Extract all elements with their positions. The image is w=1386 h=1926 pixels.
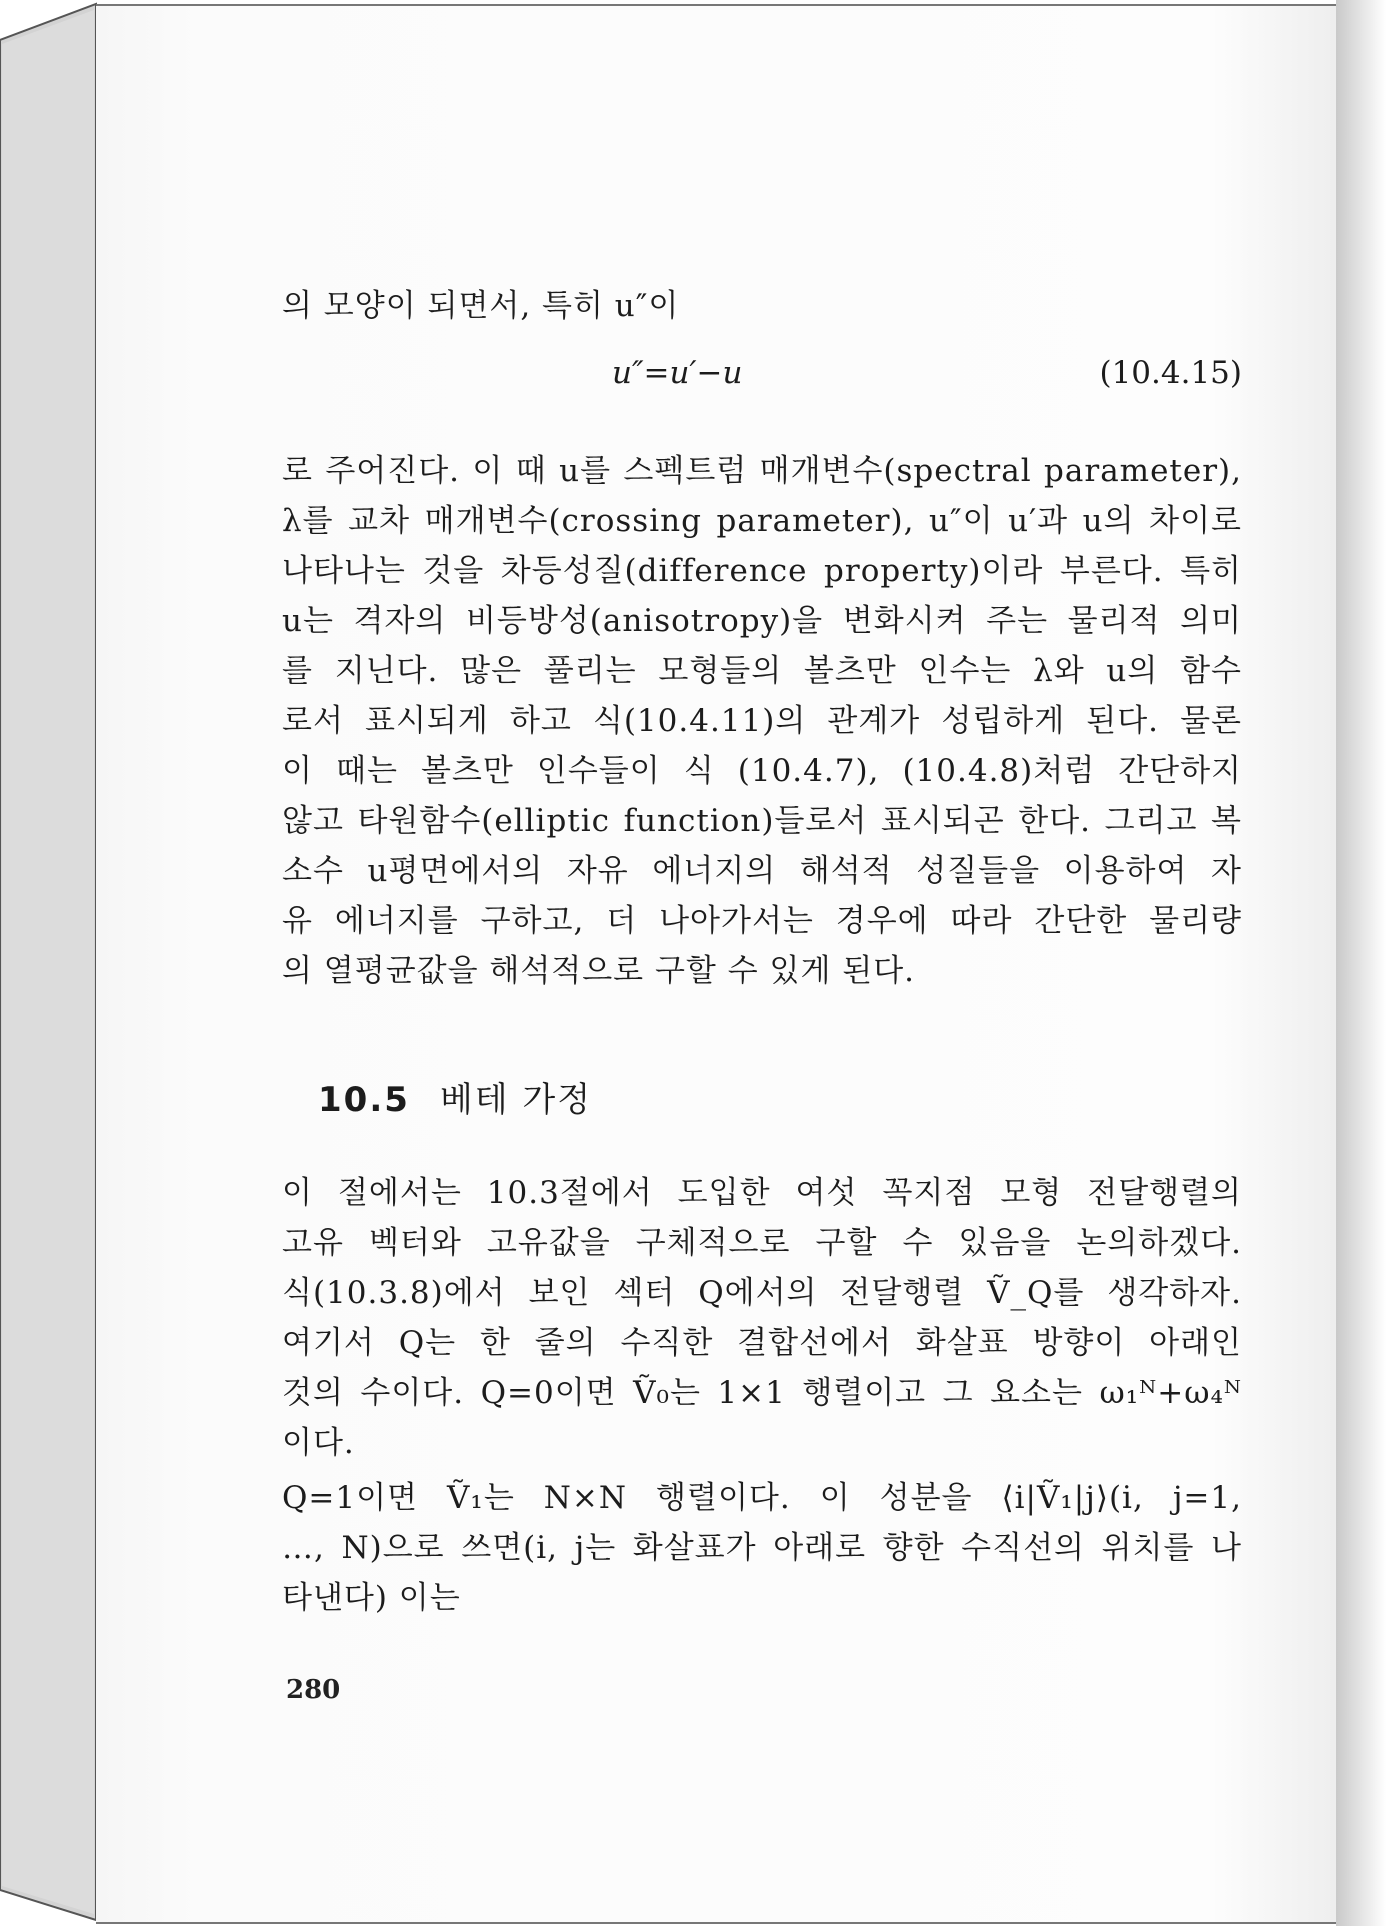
book-spine [0, 0, 98, 1926]
text-line: 나타나는 것을 차등성질(difference property)이라 부른다. 특히 [282, 553, 1242, 589]
text-line: …, N)으로 쓰면(i, j는 화살표가 아래로 향한 수직선의 위치를 나 [282, 1530, 1242, 1566]
text-line: 의 열평균값을 해석적으로 구할 수 있게 된다. [282, 953, 916, 989]
text-line: 로 주어진다. 이 때 u를 스펙트럼 매개변수(spectral parameter), [282, 453, 1242, 489]
text-line: 않고 타원함수(elliptic function)들로서 표시되곤 한다. 그리고 복 [282, 803, 1242, 839]
page-number: 280 [286, 1675, 341, 1705]
text-line: 여기서 Q는 한 줄의 수직한 결합선에서 화살표 방향이 아래인 [282, 1325, 1242, 1361]
text-line: u는 격자의 비등방성(anisotropy)을 변화시켜 주는 물리적 의미 [282, 603, 1242, 639]
text-line: 이다. [282, 1425, 355, 1461]
text-line: 이 절에서는 10.3절에서 도입한 여섯 꼭지점 모형 전달행렬의 [282, 1175, 1242, 1211]
text-line: 이 때는 볼츠만 인수들이 식 (10.4.7), (10.4.8)처럼 간단하지 [282, 753, 1242, 789]
section-heading [318, 1072, 592, 1121]
text-line: 소수 u평면에서의 자유 에너지의 해석적 성질들을 이용하여 자 [282, 853, 1242, 889]
text-line: 유 에너지를 구하고, 더 나아가서는 경우에 따라 간단한 물리량 [282, 903, 1242, 939]
text-line: λ를 교차 매개변수(crossing parameter), u″이 u′과 u의 차이로 [282, 503, 1242, 539]
text-line: 고유 벡터와 고유값을 구체적으로 구할 수 있음을 논의하겠다. [282, 1225, 1242, 1261]
text-line: 타낸다) 이는 [282, 1580, 461, 1616]
section-number: 10.5 [318, 1080, 410, 1120]
equation-number: (10.4.15) [1099, 355, 1242, 391]
text-line: 의 모양이 되면서, 특히 u″이 [282, 288, 680, 324]
text-line: 로서 표시되게 하고 식(10.4.11)의 관계가 성립하게 된다. 물론 [282, 703, 1242, 739]
text-line: 것의 수이다. Q=0이면 Ṽ₀는 1×1 행렬이고 그 요소는 ω₁ᴺ+ω₄ᴺ [282, 1375, 1242, 1411]
equation-expression: u″=u′−u [612, 355, 743, 391]
section-title: 베테 가정 [439, 1080, 593, 1120]
text-line: 를 지닌다. 많은 풀리는 모형들의 볼츠만 인수는 λ와 u의 함수 [282, 653, 1242, 689]
text-line: 식(10.3.8)에서 보인 섹터 Q에서의 전달행렬 Ṽ_Q를 생각하자. [282, 1275, 1242, 1311]
page-edge-shadow [1336, 0, 1386, 1926]
text-line: Q=1이면 Ṽ₁는 N×N 행렬이다. 이 성분을 ⟨i|Ṽ₁|j⟩(i, j=1, [282, 1480, 1242, 1516]
